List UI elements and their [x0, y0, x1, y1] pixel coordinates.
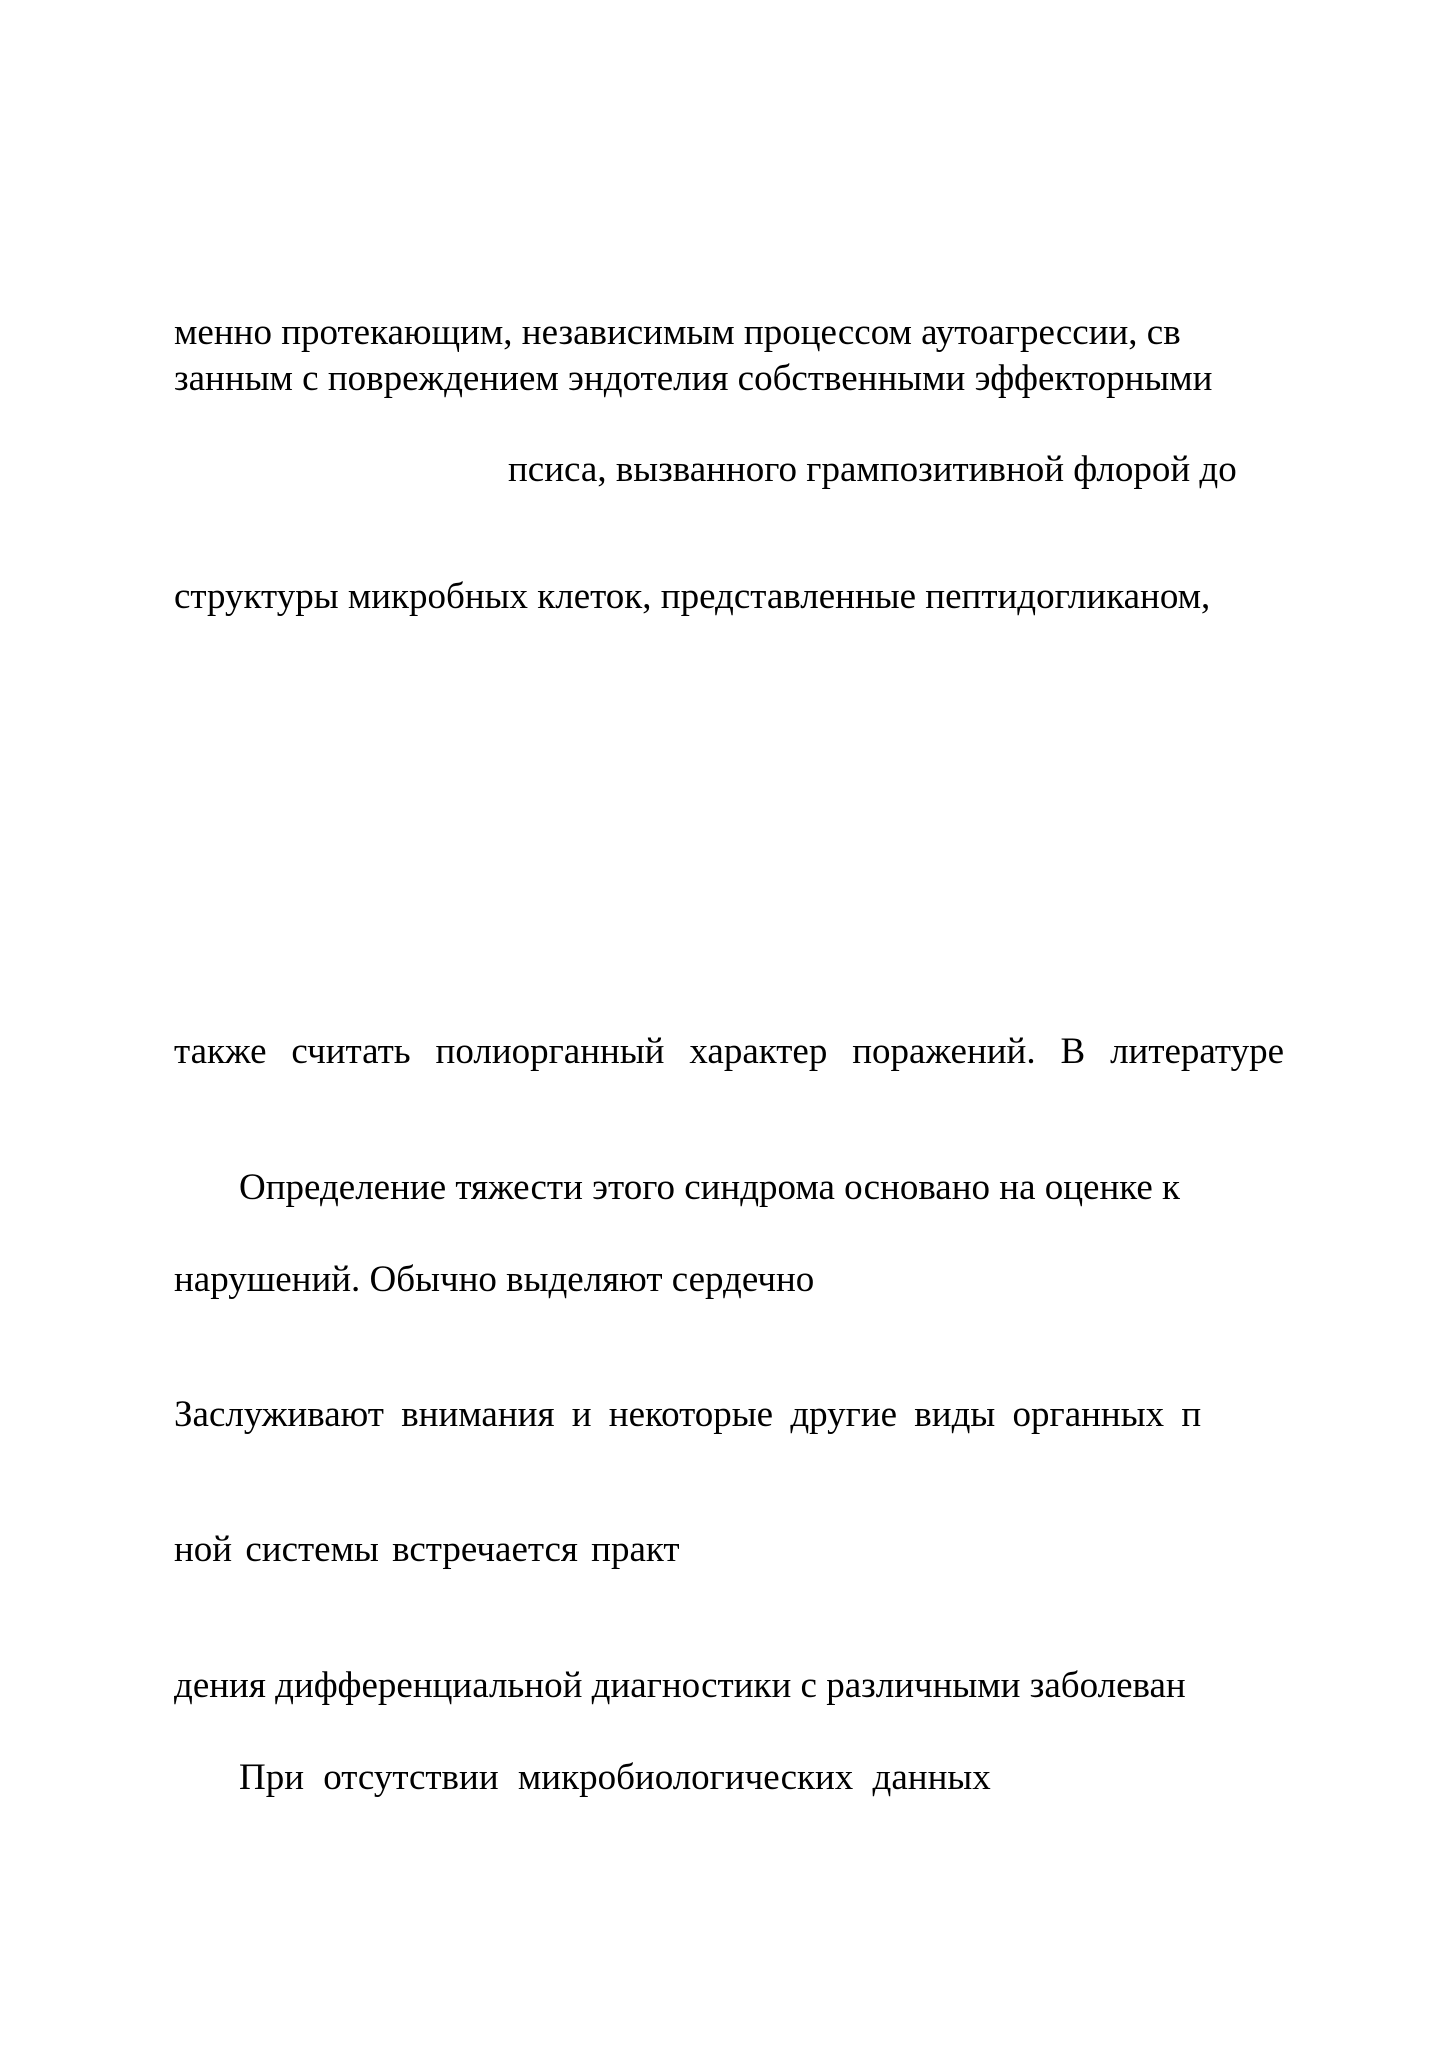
text-line-4: структуры микробных клеток, представленные пептидогликаном, [174, 576, 1211, 617]
text-line-8: Заслуживают внимания и некоторые другие виды органных п [174, 1394, 1202, 1435]
text-line-3: псиса, вызванного грампозитивной флорой до [508, 449, 1237, 490]
text-line-1: менно протекающим, независимым процессом аутоагрессии, св [174, 312, 1181, 353]
text-line-6: Определение тяжести этого синдрома основано на оценке к [239, 1167, 1180, 1208]
text-line-5: также считать полиорганный характер поражений. В литературе [174, 1031, 1284, 1072]
text-line-11: При отсутствии микробиологических данных [239, 1757, 991, 1798]
text-line-9: ной системы встречается практ [174, 1529, 680, 1570]
text-line-2: занным с повреждением эндотелия собственными эффекторными [174, 358, 1213, 399]
text-line-7: нарушений. Обычно выделяют сердечно [174, 1259, 815, 1300]
text-line-10: дения дифференциальной диагностики с различными заболеван [174, 1665, 1186, 1706]
